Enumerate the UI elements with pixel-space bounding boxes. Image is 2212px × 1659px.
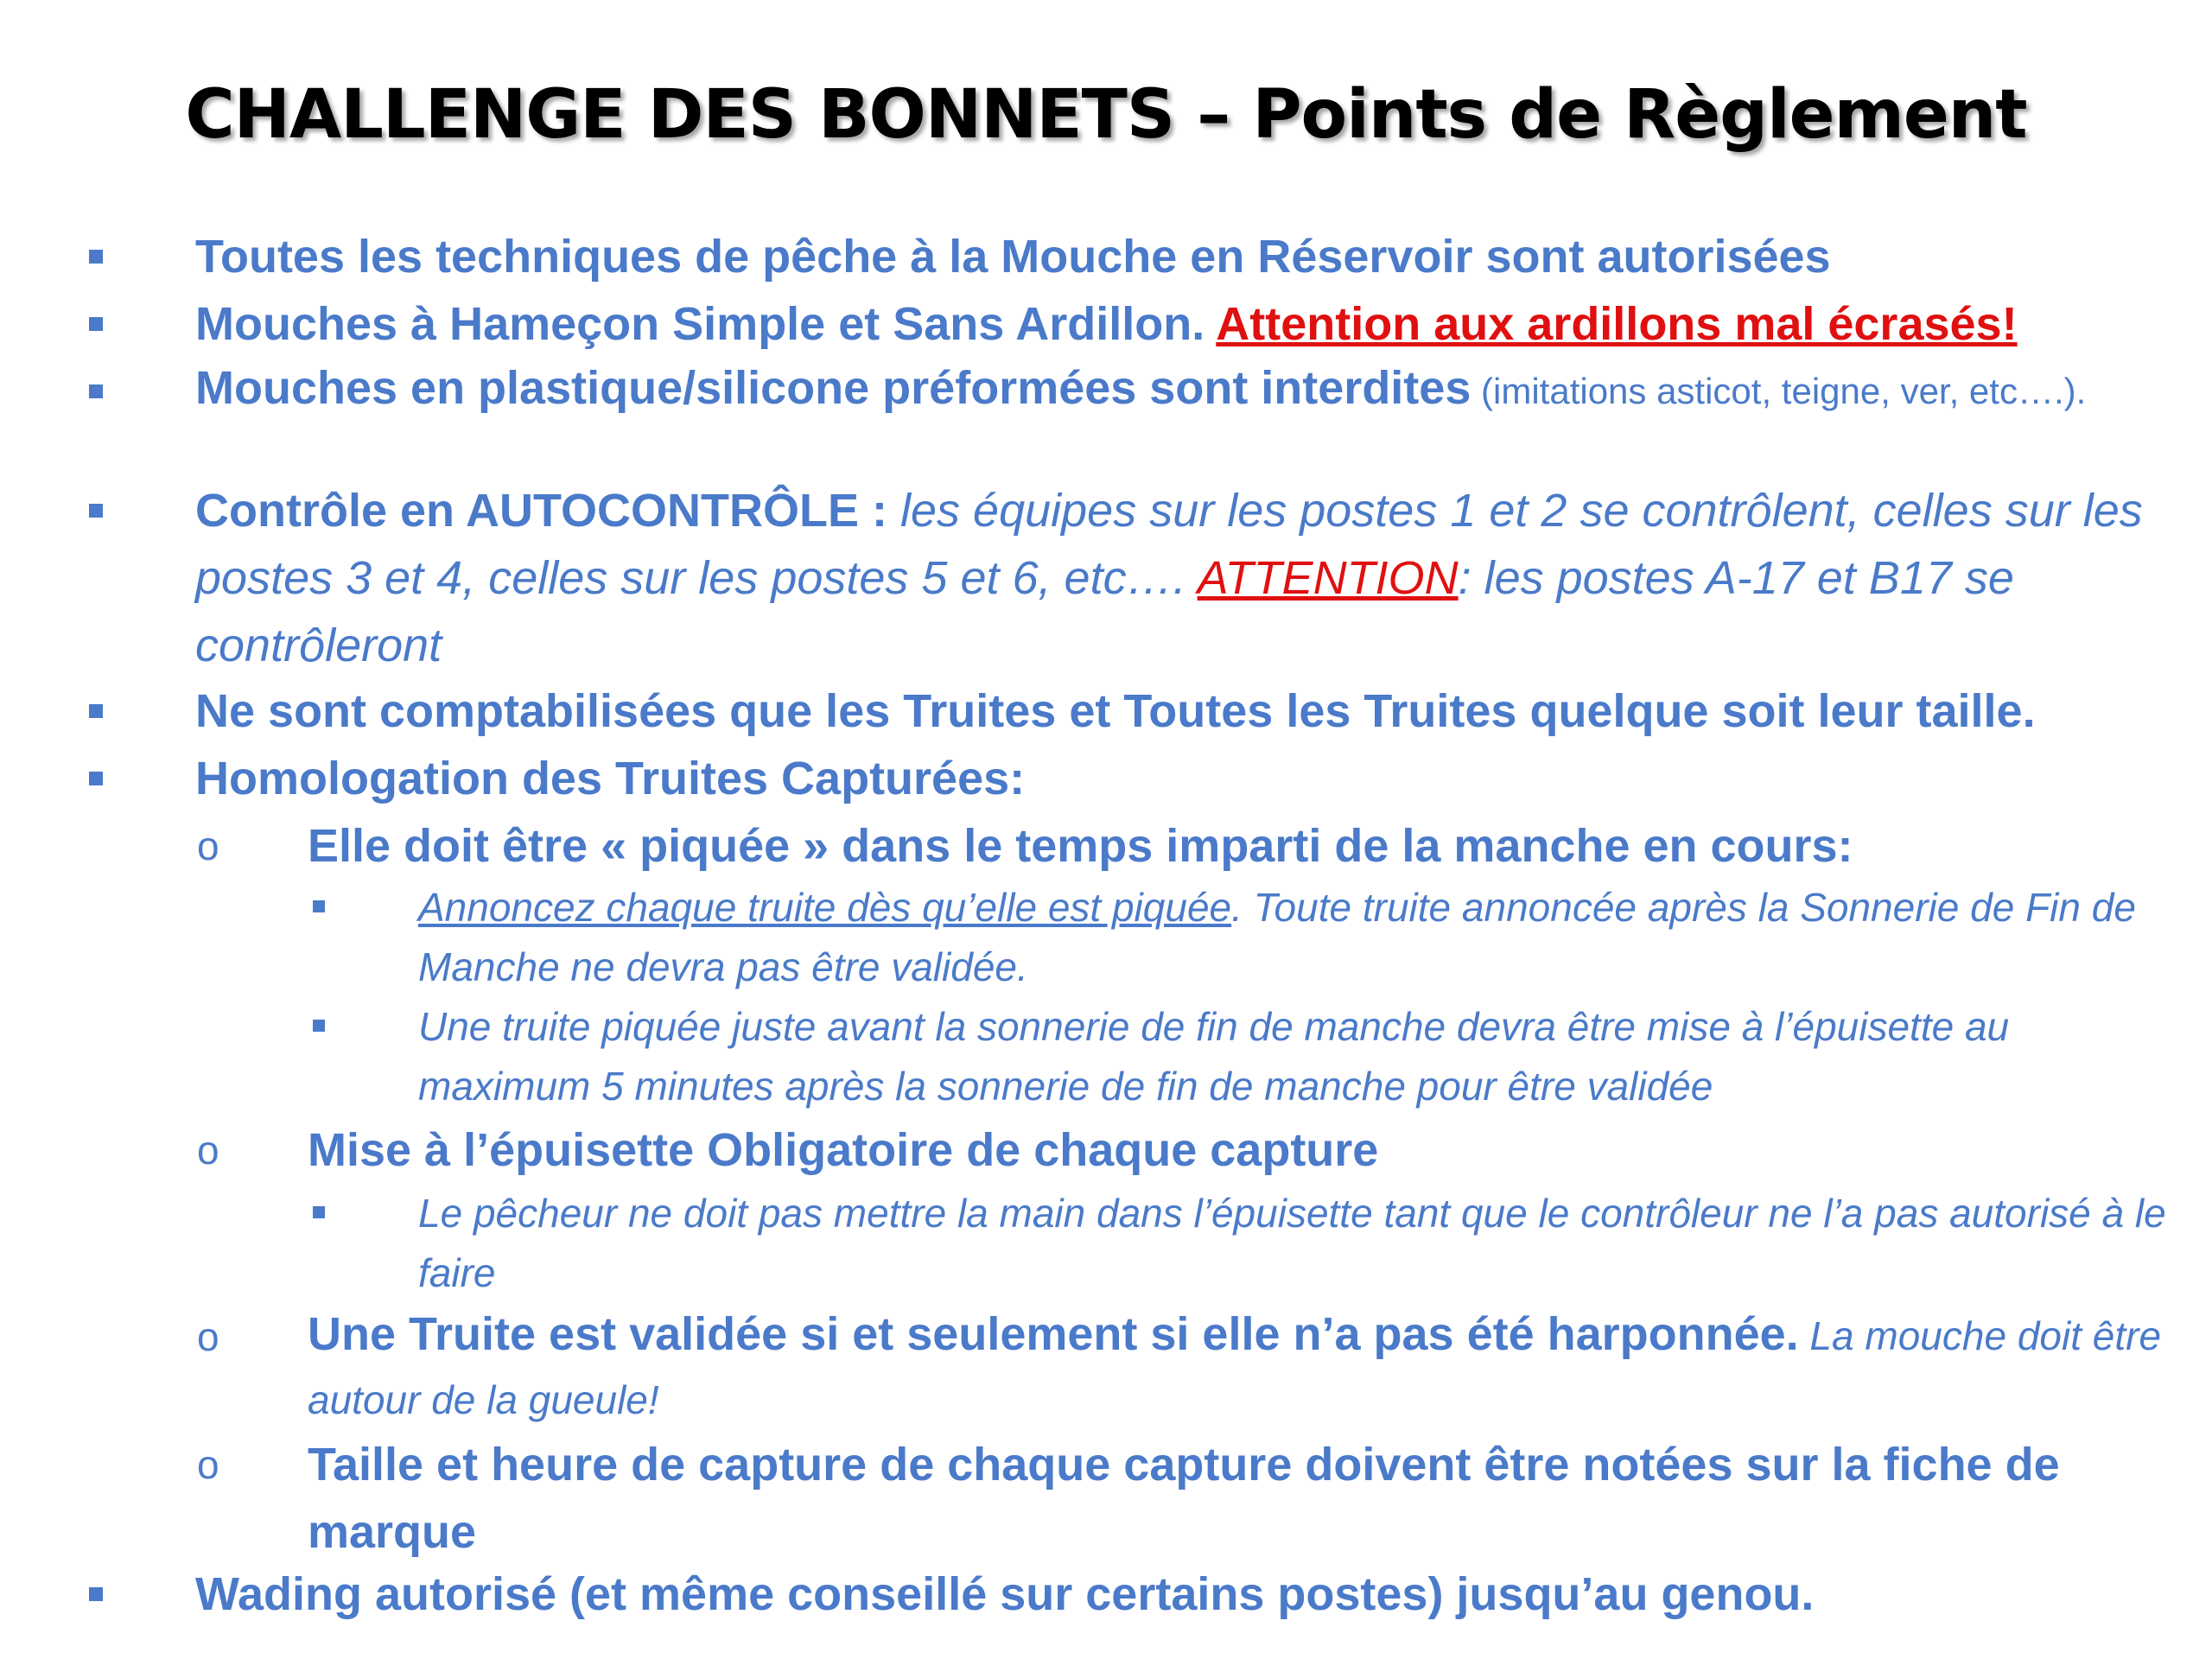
sub-bullet-size-time bbox=[197, 1431, 2191, 1566]
bullet-detail: les équipes sur les postes 1 et 2 se contrôlent, celles sur les postes 3 et 4, celles sur les postes 5 et 6, etc…. bbox=[195, 485, 2143, 604]
sub-sub-bullet-announce bbox=[418, 878, 2191, 997]
bullet-text: Wading autorisé (et même conseillé sur certains postes) jusqu’au genou. bbox=[195, 1568, 1815, 1620]
bullet-homologation bbox=[195, 745, 2191, 812]
bullet-counted-trout bbox=[195, 677, 2191, 745]
square-bullet-icon bbox=[89, 772, 103, 785]
bullet-wading bbox=[195, 1560, 2191, 1628]
bullet-techniques bbox=[195, 223, 2191, 290]
slide-title: CHALLENGE DES BONNETS – Points de Règlement bbox=[185, 76, 2027, 154]
square-bullet-icon bbox=[313, 1020, 325, 1032]
sub-sub-bullet-hand-in-net bbox=[418, 1184, 2191, 1303]
bullet-text: Une truite piquée juste avant la sonnerie de fin de manche devra être mise à l’épuisette au maximum 5 minutes après la sonnerie de fin de manche pour être validée bbox=[418, 1004, 2010, 1109]
square-bullet-icon bbox=[89, 704, 103, 718]
bullet-note: La mouche doit être autour de la gueule! bbox=[308, 1313, 2162, 1422]
bullet-text: . Toute truite annoncée après la Sonnerie de Fin de Manche ne devra pas être validée. bbox=[418, 885, 2136, 989]
sub-bullet-harpooned bbox=[197, 1303, 2191, 1431]
bullet-text: Une Truite est validée si et seulement si elle n’a pas été harponnée. bbox=[308, 1308, 1799, 1360]
square-bullet-icon bbox=[89, 504, 103, 518]
square-bullet-icon bbox=[313, 900, 325, 912]
attention-warning: ATTENTION bbox=[1197, 552, 1459, 604]
sub-bullet-landing-net bbox=[197, 1116, 2191, 1184]
square-bullet-icon bbox=[89, 250, 103, 264]
bullet-text: Ne sont comptabilisées que les Truites et Toutes les Truites quelque soit leur taille. bbox=[195, 685, 2036, 737]
bullet-text: Mise à l’épuisette Obligatoire de chaque capture bbox=[308, 1124, 1379, 1176]
bullet-text: Taille et heure de capture de chaque capture doivent être notées sur la fiche de marque bbox=[308, 1439, 2060, 1558]
circle-bullet-icon: o bbox=[197, 1128, 219, 1173]
bullet-text: Homologation des Truites Capturées: bbox=[195, 753, 1026, 804]
bullet-text: Toutes les techniques de pêche à la Mouche en Réservoir sont autorisées bbox=[195, 231, 1831, 283]
circle-bullet-icon: o bbox=[197, 1314, 219, 1359]
sub-bullet-hooked bbox=[197, 812, 2191, 880]
bullet-hooks bbox=[195, 290, 2191, 358]
bullet-self-control bbox=[195, 477, 2191, 679]
bullet-text: Elle doit être « piquée » dans le temps imparti de la manche en cours: bbox=[308, 820, 1853, 872]
square-bullet-icon bbox=[89, 1587, 103, 1601]
bullet-text: Contrôle en AUTOCONTRÔLE : bbox=[195, 485, 900, 537]
barb-warning: Attention aux ardillons mal écrasés! bbox=[1216, 298, 2018, 350]
bullet-detail: : les postes A-17 et B17 se contrôleront bbox=[195, 552, 2014, 671]
circle-bullet-icon: o bbox=[197, 823, 219, 868]
bullet-text: Mouches à Hameçon Simple et Sans Ardillon. bbox=[195, 298, 1217, 350]
bullet-emphasis: Annoncez chaque truite dès qu’elle est piquée bbox=[418, 885, 1232, 930]
sub-sub-bullet-late-trout bbox=[418, 997, 2191, 1116]
bullet-text: Mouches en plastique/silicone préformées sont interdites bbox=[195, 362, 1471, 414]
bullet-note: (imitations asticot, teigne, ver, etc….). bbox=[1471, 371, 2087, 411]
square-bullet-icon bbox=[313, 1206, 325, 1218]
bullet-plastic-flies bbox=[195, 358, 2191, 422]
circle-bullet-icon: o bbox=[197, 1442, 219, 1487]
square-bullet-icon bbox=[89, 385, 103, 398]
square-bullet-icon bbox=[89, 317, 103, 331]
bullet-text: Le pêcheur ne doit pas mettre la main dans l’épuisette tant que le contrôleur ne l’a pas autorisé à le faire bbox=[418, 1191, 2166, 1295]
